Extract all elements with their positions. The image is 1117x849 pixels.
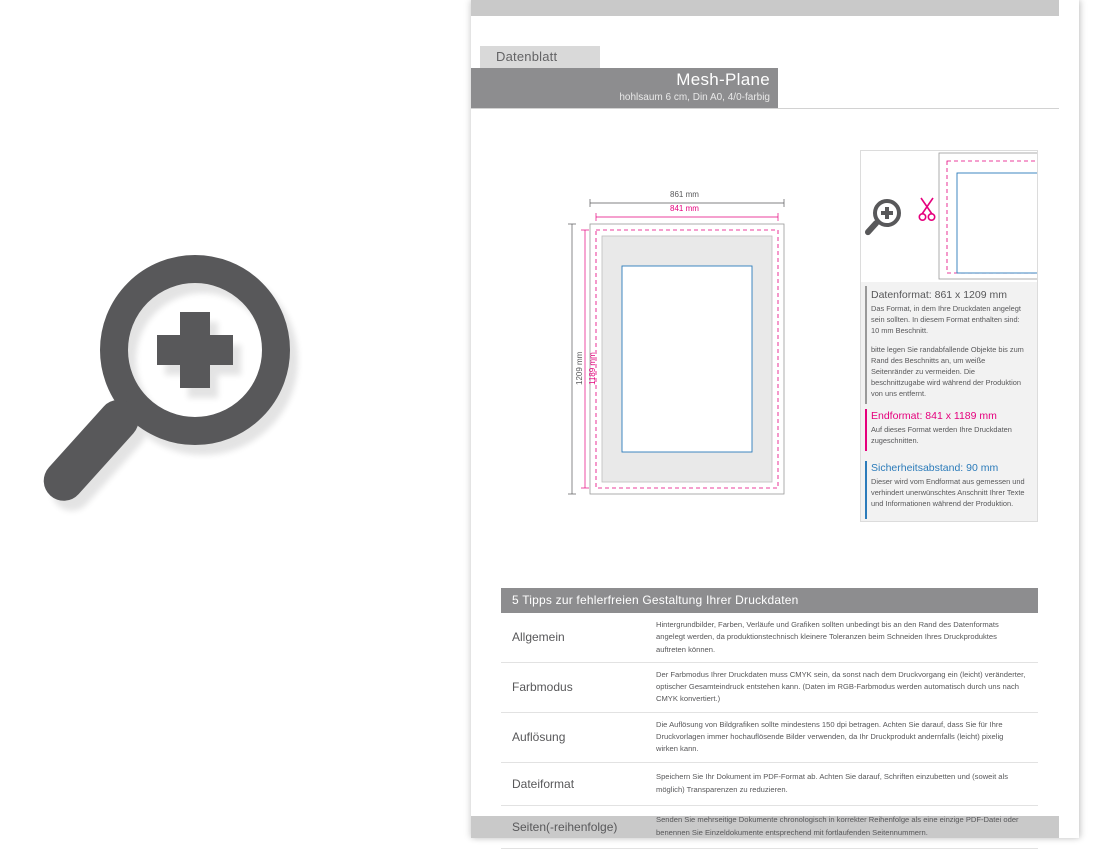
tip-label-aufloesung: Auflösung <box>512 730 566 745</box>
tip-label-allgemein: Allgemein <box>512 630 565 645</box>
tip-label-dateiformat: Dateiformat <box>512 776 575 791</box>
info-text-dataformat-1: Das Format, in dem Ihre Druckdaten angelegt sein sollten. In diesem Format enthalten sind: 10 mm Beschnitt. <box>871 304 1021 335</box>
info-block-marker-endformat <box>865 409 867 451</box>
info-block-marker-safety <box>865 461 867 519</box>
table-row <box>501 663 1038 713</box>
header-divider <box>471 108 1059 109</box>
info-panel-illustration <box>861 151 1037 282</box>
info-text-endformat: Auf dieses Format werden Ihre Druckdaten zugeschnitten. <box>871 425 1012 445</box>
magnifier-plus-horizontal <box>157 335 233 365</box>
info-text-dataformat-2: bitte legen Sie randabfallende Objekte bis zum Rand des Beschnitts an, um weiße Seitenränder zu vermeiden. Die beschnittzugabe wird während der Produktion von uns entfernt. <box>871 345 1024 398</box>
format-drawing <box>566 185 906 515</box>
info-heading-dataformat: Datenformat: 861 x 1209 mm <box>871 289 1007 301</box>
info-heading-safety: Sicherheitsabstand: 90 mm <box>871 462 999 474</box>
dimension-label-outer-height: 1209 mm <box>575 351 584 385</box>
dimension-label-outer-width: 861 mm <box>670 190 699 199</box>
document-preview-area <box>0 0 471 838</box>
page-top-band <box>471 0 1059 16</box>
tab-datenblatt[interactable] <box>480 46 600 68</box>
scissors-icon <box>918 196 936 222</box>
tips-table <box>501 588 1038 849</box>
table-row <box>501 713 1038 763</box>
tab-datenblatt-label: Datenblatt <box>496 49 558 64</box>
tip-text-aufloesung: Die Auflösung von Bildgrafiken sollte mindestens 150 dpi betragen. Achten Sie darauf, dass Sie für Ihre Druckvorlagen immer hochauflösende Bilder verwenden, da Ihr Druckprodukt andernfalls (leicht) pixelig wirken kann. <box>656 719 1004 754</box>
dimension-label-inner-height: 1189 mm <box>588 352 597 385</box>
tip-text-seitenreihenfolge: Senden Sie mehrseitige Dokumente chronologisch in korrekter Reihenfolge als eine einzige PDF-Datei oder benennen Sie Einzeldokumente entsprechend mit fortlaufenden Seitennummern. <box>656 815 1019 837</box>
page-subtitle: hohlsaum 6 cm, Din A0, 4/0-farbig <box>619 92 770 103</box>
tips-table-title: 5 Tipps zur fehlerfreien Gestaltung Ihrer Druckdaten <box>501 588 1038 613</box>
tip-label-farbmodus: Farbmodus <box>512 680 573 695</box>
info-heading-endformat: Endformat: 841 x 1189 mm <box>871 410 997 422</box>
format-info-panel <box>860 150 1038 522</box>
info-text-safety: Dieser wird vom Endformat aus gemessen und verhindert unerwünschtes Anschnitt Ihrer Texte und Informationen während der Produktion. <box>871 477 1025 508</box>
tip-text-allgemein: Hintergrundbilder, Farben, Verläufe und Grafiken sollten unbedingt bis an den Rand des Datenformats angelegt werden, da produktionstechnisch kleinere Toleranzen beim Schneiden Ihres Druckproduktes auftreten können. <box>656 620 999 654</box>
table-row <box>501 613 1038 663</box>
table-row <box>501 806 1038 849</box>
page-right-margin <box>1059 0 1079 838</box>
datasheet-page <box>471 0 1079 838</box>
magnifier-plus-icon <box>100 255 360 555</box>
table-row <box>501 763 1038 806</box>
tip-text-dateiformat: Speichern Sie Ihr Dokument im PDF-Format ab. Achten Sie darauf, Schriften einzubetten und (soweit als möglich) Transparenzen zu reduzieren. <box>656 772 1009 794</box>
dimension-label-inner-width: 841 mm <box>670 204 699 213</box>
page-title: Mesh-Plane <box>676 70 770 89</box>
tip-text-farbmodus: Der Farbmodus Ihrer Druckdaten muss CMYK sein, da sonst nach dem Druckvorgang ein (leicht) veränderter, optischer Gesamteindruck entstehen kann. (Daten im RGB-Farbmodus werden automatisch durch uns nach CMYK konvertiert.) <box>656 669 1026 704</box>
format-drawing-svg <box>566 185 906 515</box>
magnifier-plus-icon-small <box>873 199 907 239</box>
title-band <box>471 68 778 108</box>
info-block-marker-dataformat <box>865 286 867 404</box>
tip-label-seitenreihenfolge: Seiten(-reihenfolge) <box>512 819 618 834</box>
